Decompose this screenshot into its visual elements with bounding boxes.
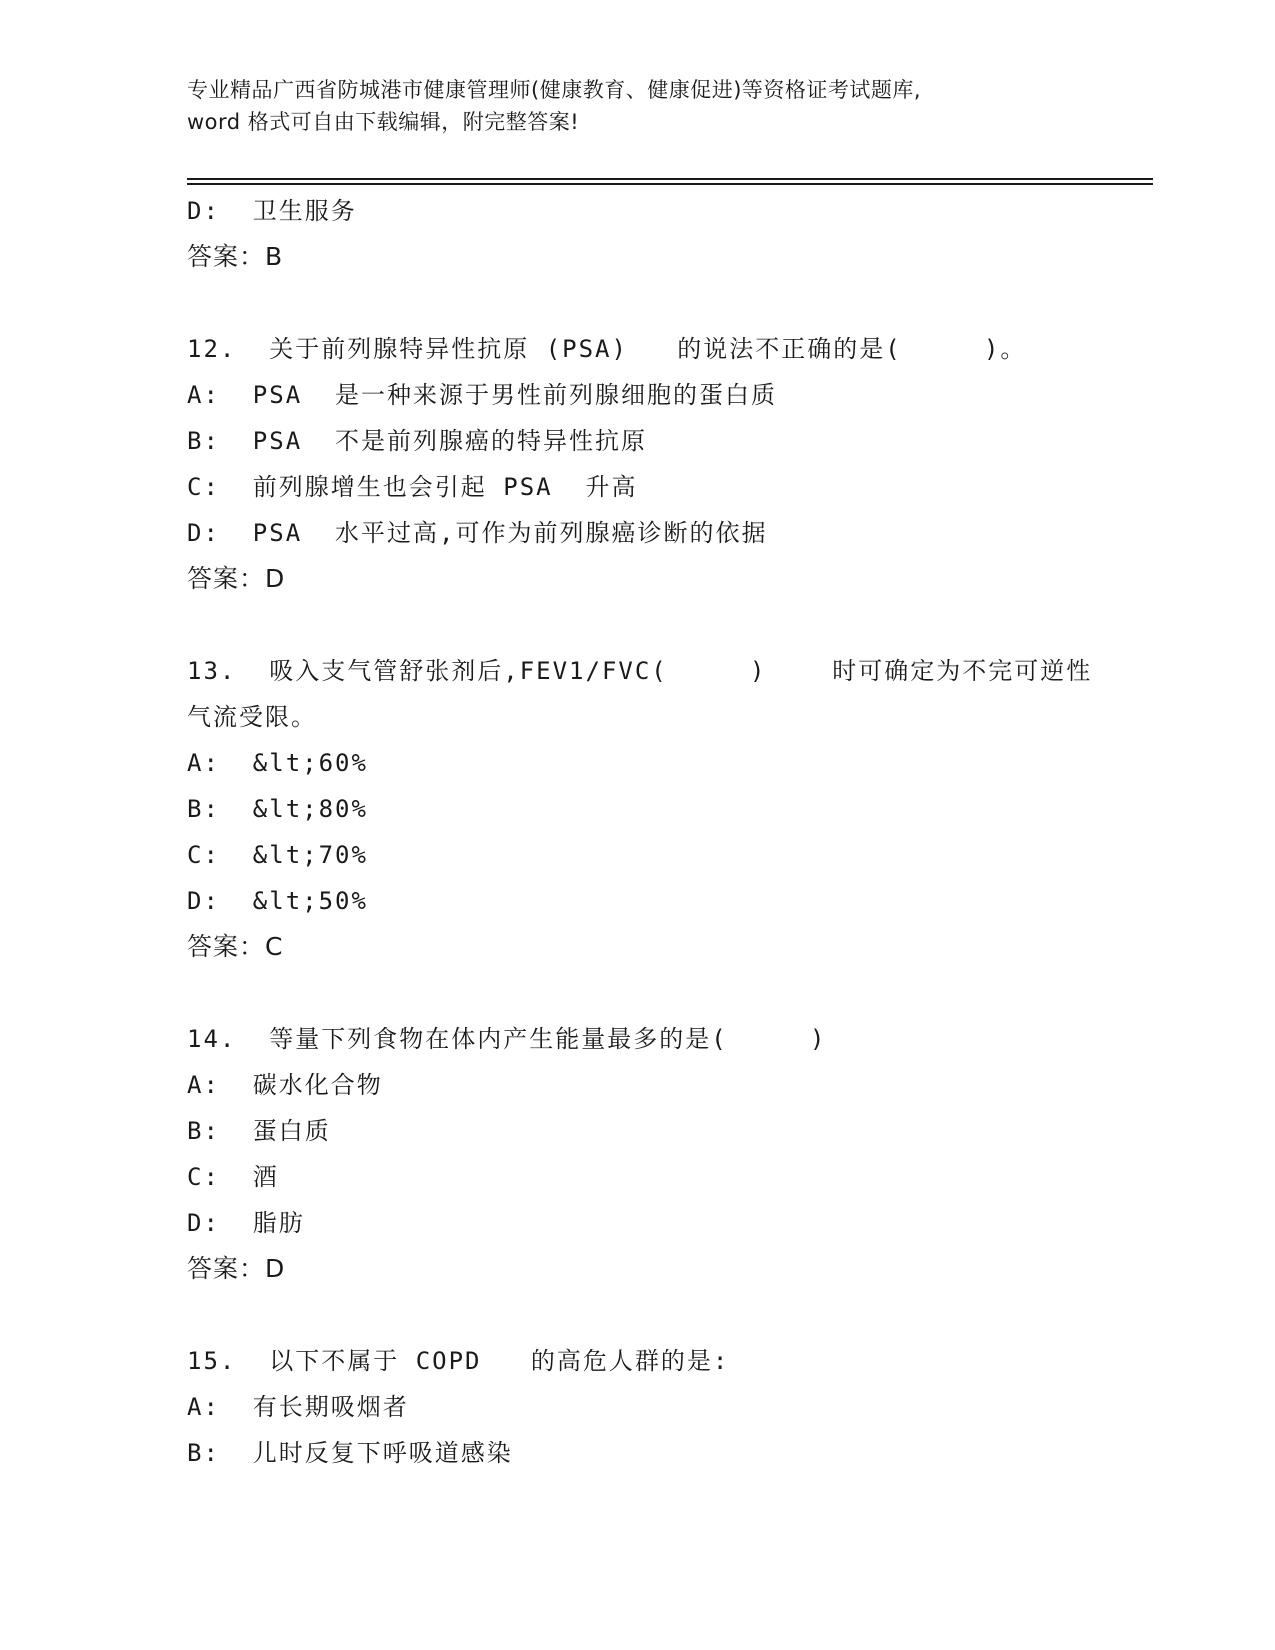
- q14-answer: 答案：D: [187, 1254, 286, 1283]
- q12-option-c: C: 前列腺增生也会引起 PSA 升高: [187, 473, 638, 501]
- header-line-2: word 格式可自由下载编辑，附完整答案!: [187, 110, 580, 134]
- q14-option-d: D: 脂肪: [187, 1209, 305, 1237]
- q14-option-b: B: 蛋白质: [187, 1117, 331, 1145]
- q13-answer: 答案：C: [187, 932, 284, 961]
- q14-option-c: C: 酒: [187, 1163, 279, 1191]
- header-line-1: 专业精品广西省防城港市健康管理师(健康教育、健康促进)等资格证考试题库,: [187, 78, 922, 102]
- question-list: [187, 188, 1147, 1476]
- spacer: [187, 970, 1147, 1016]
- q13-question-line-1: 13. 吸入支气管舒张剂后,FEV1/FVC( ) 时可确定为不完可逆性: [187, 657, 1093, 685]
- q15-option-a: A: 有长期吸烟者: [187, 1393, 409, 1421]
- header-divider-top: [187, 178, 1153, 180]
- q15-question: 15. 以下不属于 COPD 的高危人群的是:: [187, 1347, 730, 1375]
- q12-option-b: B: PSA 不是前列腺癌的特异性抗原: [187, 427, 648, 455]
- q14-option-a: A: 碳水化合物: [187, 1071, 383, 1099]
- question-11-block: [187, 188, 1147, 280]
- spacer: [187, 602, 1147, 648]
- q13-option-c: C: &lt;70%: [187, 841, 368, 869]
- q13-option-a: A: &lt;60%: [187, 749, 368, 777]
- q13-option-d: D: &lt;50%: [187, 887, 368, 915]
- q15-option-b: B: 儿时反复下呼吸道感染: [187, 1439, 513, 1467]
- q13-question-line-2: 气流受限。: [187, 703, 317, 731]
- header-divider-bottom: [187, 183, 1153, 185]
- q12-option-a: A: PSA 是一种来源于男性前列腺细胞的蛋白质: [187, 381, 778, 409]
- spacer: [187, 280, 1147, 326]
- question-14-block: [187, 1016, 1147, 1292]
- q11-answer: 答案：B: [187, 242, 284, 271]
- q12-answer: 答案：D: [187, 564, 286, 593]
- q12-question: 12. 关于前列腺特异性抗原 (PSA) 的说法不正确的是( )。: [187, 335, 1027, 363]
- q14-question: 14. 等量下列食物在体内产生能量最多的是( ): [187, 1025, 827, 1053]
- question-12-block: [187, 326, 1147, 602]
- spacer: [187, 1292, 1147, 1338]
- document-header: [187, 74, 1087, 138]
- q11-option-d: D: 卫生服务: [187, 197, 357, 225]
- q13-option-b: B: &lt;80%: [187, 795, 368, 823]
- question-13-block: [187, 648, 1147, 970]
- q12-option-d: D: PSA 水平过高,可作为前列腺癌诊断的依据: [187, 519, 768, 547]
- question-15-block: [187, 1338, 1147, 1476]
